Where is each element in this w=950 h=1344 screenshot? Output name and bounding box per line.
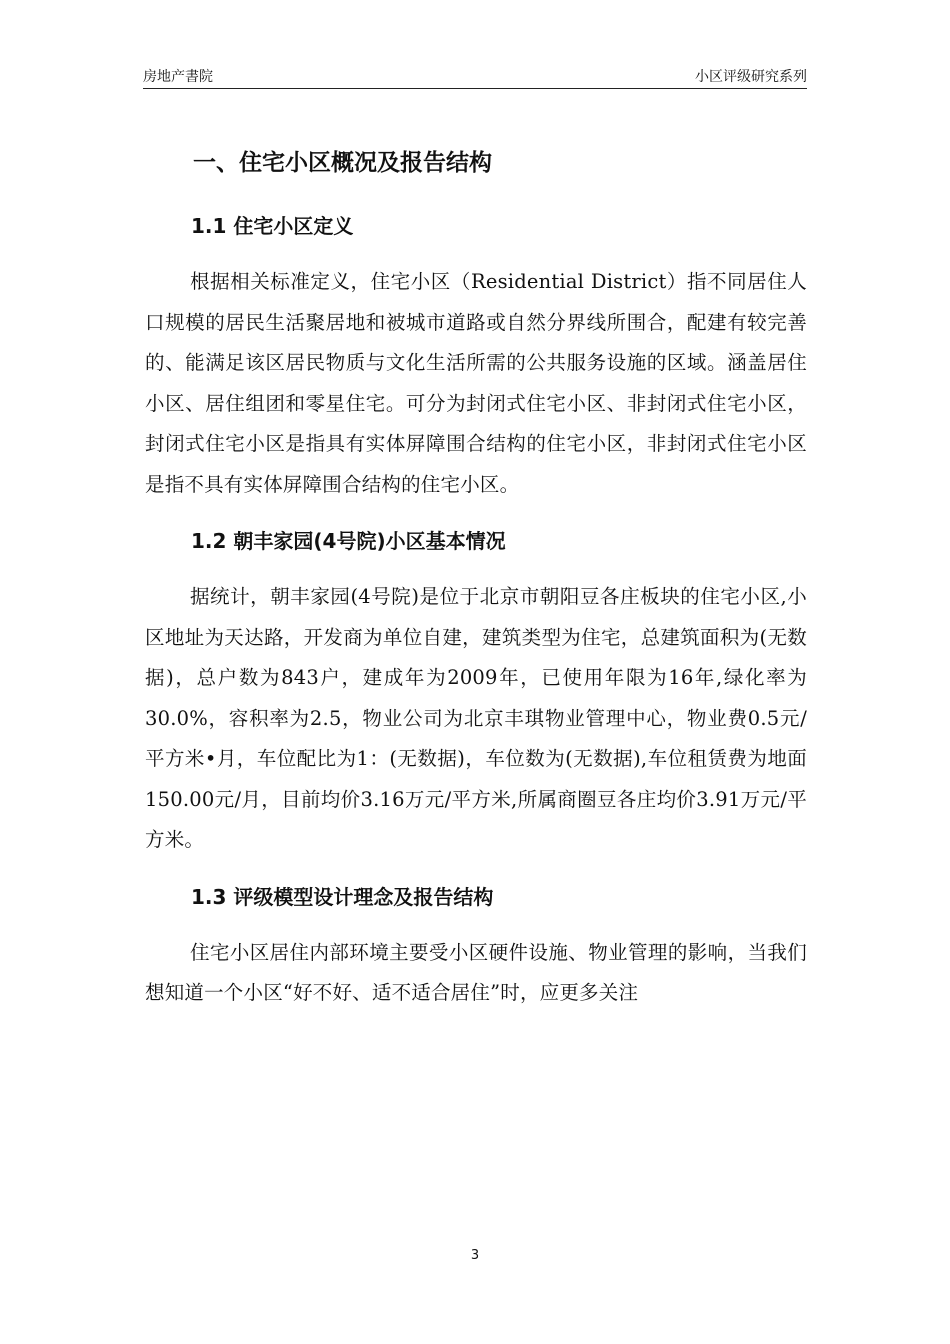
header-publisher: 房地产書院 — [143, 69, 213, 85]
subsection-heading-1-1: 1.1 住宅小区定义 — [191, 214, 354, 238]
paragraph-definition: 根据相关标准定义，住宅小区（Residential District）指不同居住人口规模的居民生活聚居地和被城市道路或自然分界线所围合，配建有较完善的、能满足该区居民物质与文化生活所需的公共服务设施的区域。涵盖居住小区、居住组团和零星住宅。可分为封闭式住宅小区、非封闭式住宅小区，封闭式住宅小区是指具有实体屏障围合结构的住宅小区，非封闭式住宅小区是指不具有实体屏障围合结构的住宅小区。 — [145, 270, 807, 496]
header-series-title: 小区评级研究系列 — [695, 69, 807, 85]
paragraph-basic-info: 据统计，朝丰家园(4号院)是位于北京市朝阳豆各庄板块的住宅小区,小区地址为天达路，开发商为单位自建，建筑类型为住宅，总建筑面积为(无数据)，总户数为843户，建成年为2009年，已使用年限为16年,绿化率为30.0%，容积率为2.5，物业公司为北京丰琪物业管理中心，物业费0.5元/平方米•月，车位配比为1：(无数据)，车位数为(无数据),车位租赁费为地面150.00元/月，目前均价3.16万元/平方米,所属商圈豆各庄均价3.91万元/平方米。 — [145, 585, 807, 851]
page-number: 3 — [470, 1248, 480, 1263]
page-content — [145, 140, 807, 1014]
paragraph-model-design: 住宅小区居住内部环境主要受小区硬件设施、物业管理的影响，当我们想知道一个小区“好不好、适不适合居住”时，应更多关注 — [145, 940, 807, 1004]
section-heading: 一、住宅小区概况及报告结构 — [193, 150, 492, 176]
page-header — [143, 66, 807, 89]
subsection-heading-1-2: 1.2 朝丰家园(4号院)小区基本情况 — [191, 529, 506, 553]
subsection-heading-1-3: 1.3 评级模型设计理念及报告结构 — [191, 884, 494, 909]
